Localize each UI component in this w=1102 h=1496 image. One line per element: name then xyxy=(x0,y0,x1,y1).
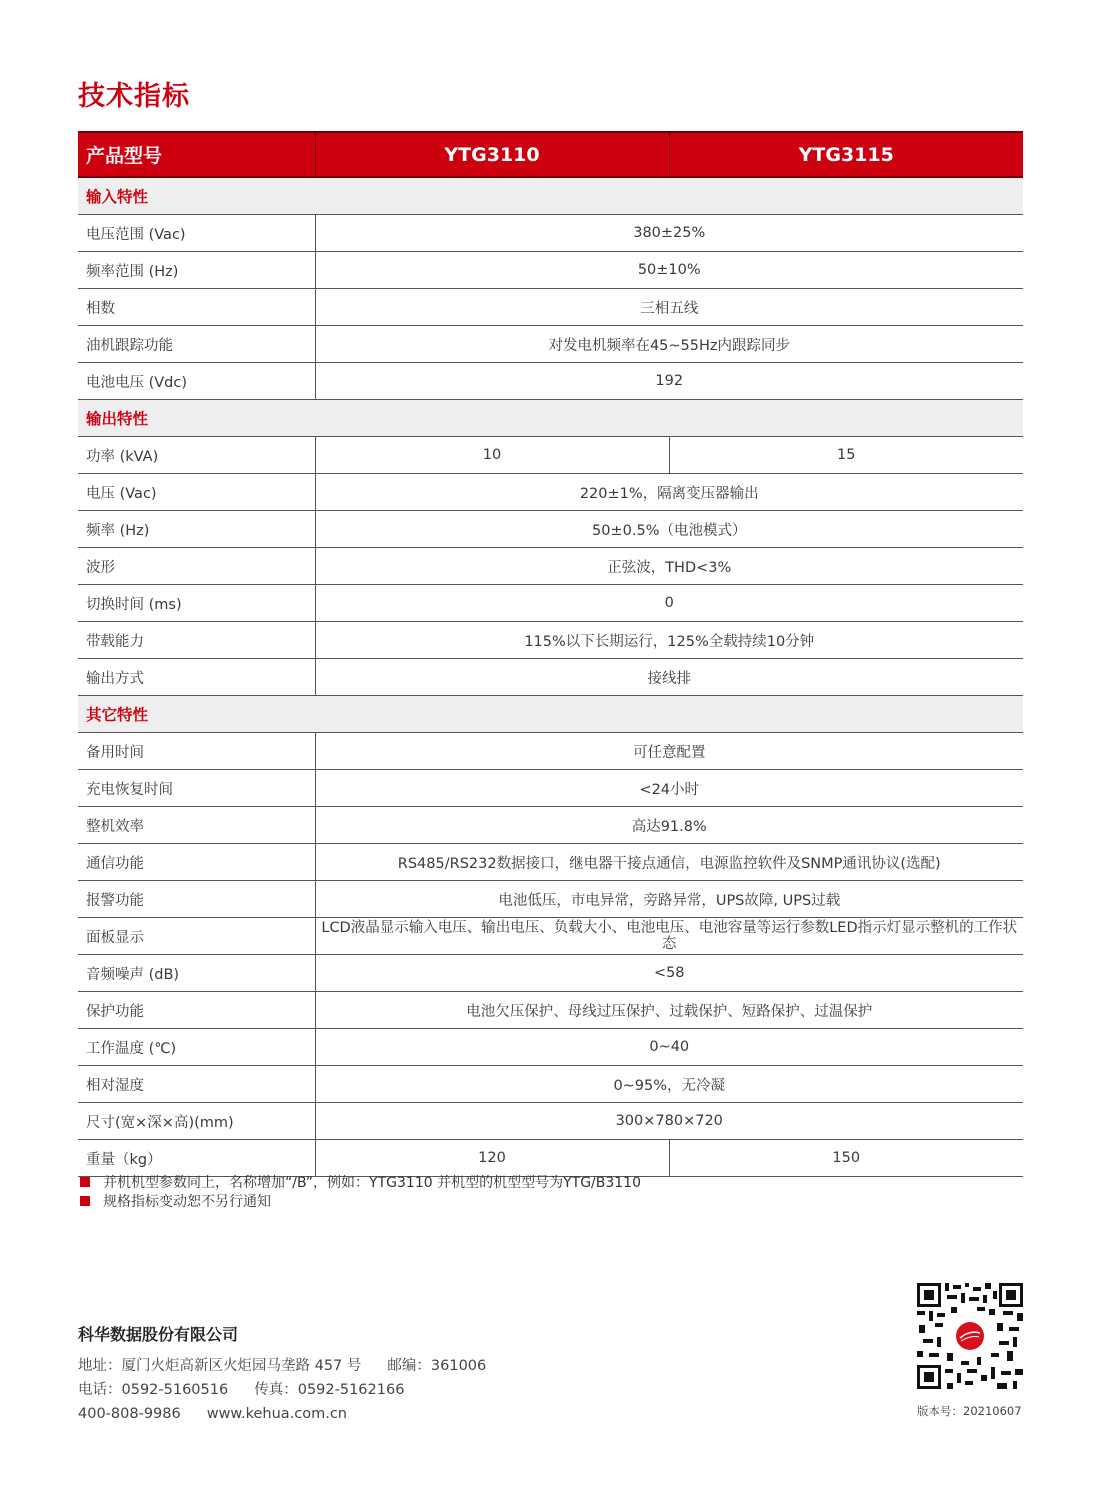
row-label: 充电恢复时间 xyxy=(78,770,315,807)
phone-line xyxy=(78,1378,486,1402)
note-item xyxy=(80,1191,641,1210)
row-value-model-2: 15 xyxy=(669,437,1023,474)
row-value: 电池低压，市电异常，旁路异常，UPS故障, UPS过载 xyxy=(315,881,1023,918)
table-header-row xyxy=(78,132,1023,177)
row-value: 380±25% xyxy=(315,215,1023,252)
row-label: 重量（kg） xyxy=(78,1140,315,1177)
row-value: 三相五线 xyxy=(315,289,1023,326)
table-row xyxy=(78,1103,1023,1140)
square-bullet-icon xyxy=(80,1196,90,1206)
row-label: 电压范围 (Vac) xyxy=(78,215,315,252)
row-value: 0~40 xyxy=(315,1029,1023,1066)
row-label: 波形 xyxy=(78,548,315,585)
page-title: 技术指标 xyxy=(78,81,190,112)
table-row xyxy=(78,1029,1023,1066)
row-label: 音频噪声 (dB) xyxy=(78,955,315,992)
row-label: 备用时间 xyxy=(78,733,315,770)
qr-code-icon xyxy=(917,1283,1023,1389)
row-label: 频率 (Hz) xyxy=(78,511,315,548)
table-row xyxy=(78,918,1023,955)
square-bullet-icon xyxy=(80,1177,90,1187)
row-value: RS485/RS232数据接口，继电器干接点通信，电源监控软件及SNMP通讯协议(选配) xyxy=(315,844,1023,881)
address-line xyxy=(78,1354,486,1378)
row-value: 正弦波，THD<3% xyxy=(315,548,1023,585)
table-row xyxy=(78,326,1023,363)
row-value: 50±0.5%（电池模式） xyxy=(315,511,1023,548)
row-label: 报警功能 xyxy=(78,881,315,918)
table-row xyxy=(78,733,1023,770)
version-number: 版本号：20210607 xyxy=(917,1404,1022,1418)
table-row xyxy=(78,548,1023,585)
row-label: 带载能力 xyxy=(78,622,315,659)
table-row xyxy=(78,585,1023,622)
row-value: LCD液晶显示输入电压、输出电压、负载大小、电池电压、电池容量等运行参数LED指示灯显示整机的工作状态 xyxy=(315,918,1023,955)
row-value: 电池欠压保护、母线过压保护、过载保护、短路保护、过温保护 xyxy=(315,992,1023,1029)
table-row xyxy=(78,474,1023,511)
section-header-output xyxy=(78,400,1023,437)
row-label: 面板显示 xyxy=(78,918,315,955)
table-row xyxy=(78,807,1023,844)
table-row xyxy=(78,363,1023,400)
row-label: 油机跟踪功能 xyxy=(78,326,315,363)
note-text: 并机机型参数同上，名称增加“/B”，例如：YTG3110 并机型的机型型号为YTG/B3110 xyxy=(103,1174,641,1191)
phone: 电话：0592-5160516 xyxy=(78,1382,229,1398)
row-value: <24小时 xyxy=(315,770,1023,807)
row-label: 相数 xyxy=(78,289,315,326)
row-label: 尺寸(宽×深×高)(mm) xyxy=(78,1103,315,1140)
row-value: 0 xyxy=(315,585,1023,622)
row-value-model-2: 150 xyxy=(669,1140,1023,1177)
table-row xyxy=(78,955,1023,992)
section-title: 其它特性 xyxy=(78,696,1023,733)
row-label: 保护功能 xyxy=(78,992,315,1029)
row-value: 115%以下长期运行，125%全载持续10分钟 xyxy=(315,622,1023,659)
note-item xyxy=(80,1172,641,1191)
row-label: 工作温度 (℃) xyxy=(78,1029,315,1066)
row-value-model-1: 120 xyxy=(315,1140,669,1177)
row-value-model-1: 10 xyxy=(315,437,669,474)
table-row xyxy=(78,844,1023,881)
row-value: 接线排 xyxy=(315,659,1023,696)
header-model-2: YTG3115 xyxy=(669,132,1023,177)
row-label: 相对湿度 xyxy=(78,1066,315,1103)
section-header-input xyxy=(78,177,1023,215)
address: 地址：厦门火炬高新区火炬园马垄路 457 号 xyxy=(78,1358,362,1374)
table-row xyxy=(78,437,1023,474)
table-row xyxy=(78,289,1023,326)
table-row xyxy=(78,881,1023,918)
row-value: 高达91.8% xyxy=(315,807,1023,844)
row-value: 300×780×720 xyxy=(315,1103,1023,1140)
row-label: 切换时间 (ms) xyxy=(78,585,315,622)
header-model-1: YTG3110 xyxy=(315,132,669,177)
row-value: 可任意配置 xyxy=(315,733,1023,770)
table-row xyxy=(78,511,1023,548)
header-label: 产品型号 xyxy=(78,132,315,177)
row-label: 电压 (Vac) xyxy=(78,474,315,511)
spec-table xyxy=(78,131,1023,1177)
website-link[interactable]: www.kehua.com.cn xyxy=(206,1406,347,1422)
table-row xyxy=(78,1066,1023,1103)
row-value: 0~95%，无冷凝 xyxy=(315,1066,1023,1103)
table-row xyxy=(78,215,1023,252)
section-header-other xyxy=(78,696,1023,733)
row-value: 192 xyxy=(315,363,1023,400)
row-label: 通信功能 xyxy=(78,844,315,881)
footer-contact xyxy=(78,1322,486,1426)
hotline: 400-808-9986 xyxy=(78,1406,181,1422)
row-label: 频率范围 (Hz) xyxy=(78,252,315,289)
company-name: 科华数据股份有限公司 xyxy=(78,1325,239,1344)
row-label: 整机效率 xyxy=(78,807,315,844)
section-title: 输入特性 xyxy=(78,177,1023,215)
row-value: 50±10% xyxy=(315,252,1023,289)
row-label: 电池电压 (Vdc) xyxy=(78,363,315,400)
table-row xyxy=(78,659,1023,696)
table-row xyxy=(78,622,1023,659)
notes xyxy=(80,1172,641,1210)
fax: 传真：0592-5162166 xyxy=(254,1382,405,1398)
section-title: 输出特性 xyxy=(78,400,1023,437)
table-row xyxy=(78,770,1023,807)
postcode: 邮编：361006 xyxy=(387,1358,487,1374)
table-row xyxy=(78,252,1023,289)
table-row xyxy=(78,992,1023,1029)
row-label: 功率 (kVA) xyxy=(78,437,315,474)
note-text: 规格指标变动恕不另行通知 xyxy=(103,1193,271,1210)
row-label: 输出方式 xyxy=(78,659,315,696)
row-value: 220±1%，隔离变压器输出 xyxy=(315,474,1023,511)
web-line xyxy=(78,1402,486,1426)
row-value: 对发电机频率在45~55Hz内跟踪同步 xyxy=(315,326,1023,363)
row-value: <58 xyxy=(315,955,1023,992)
